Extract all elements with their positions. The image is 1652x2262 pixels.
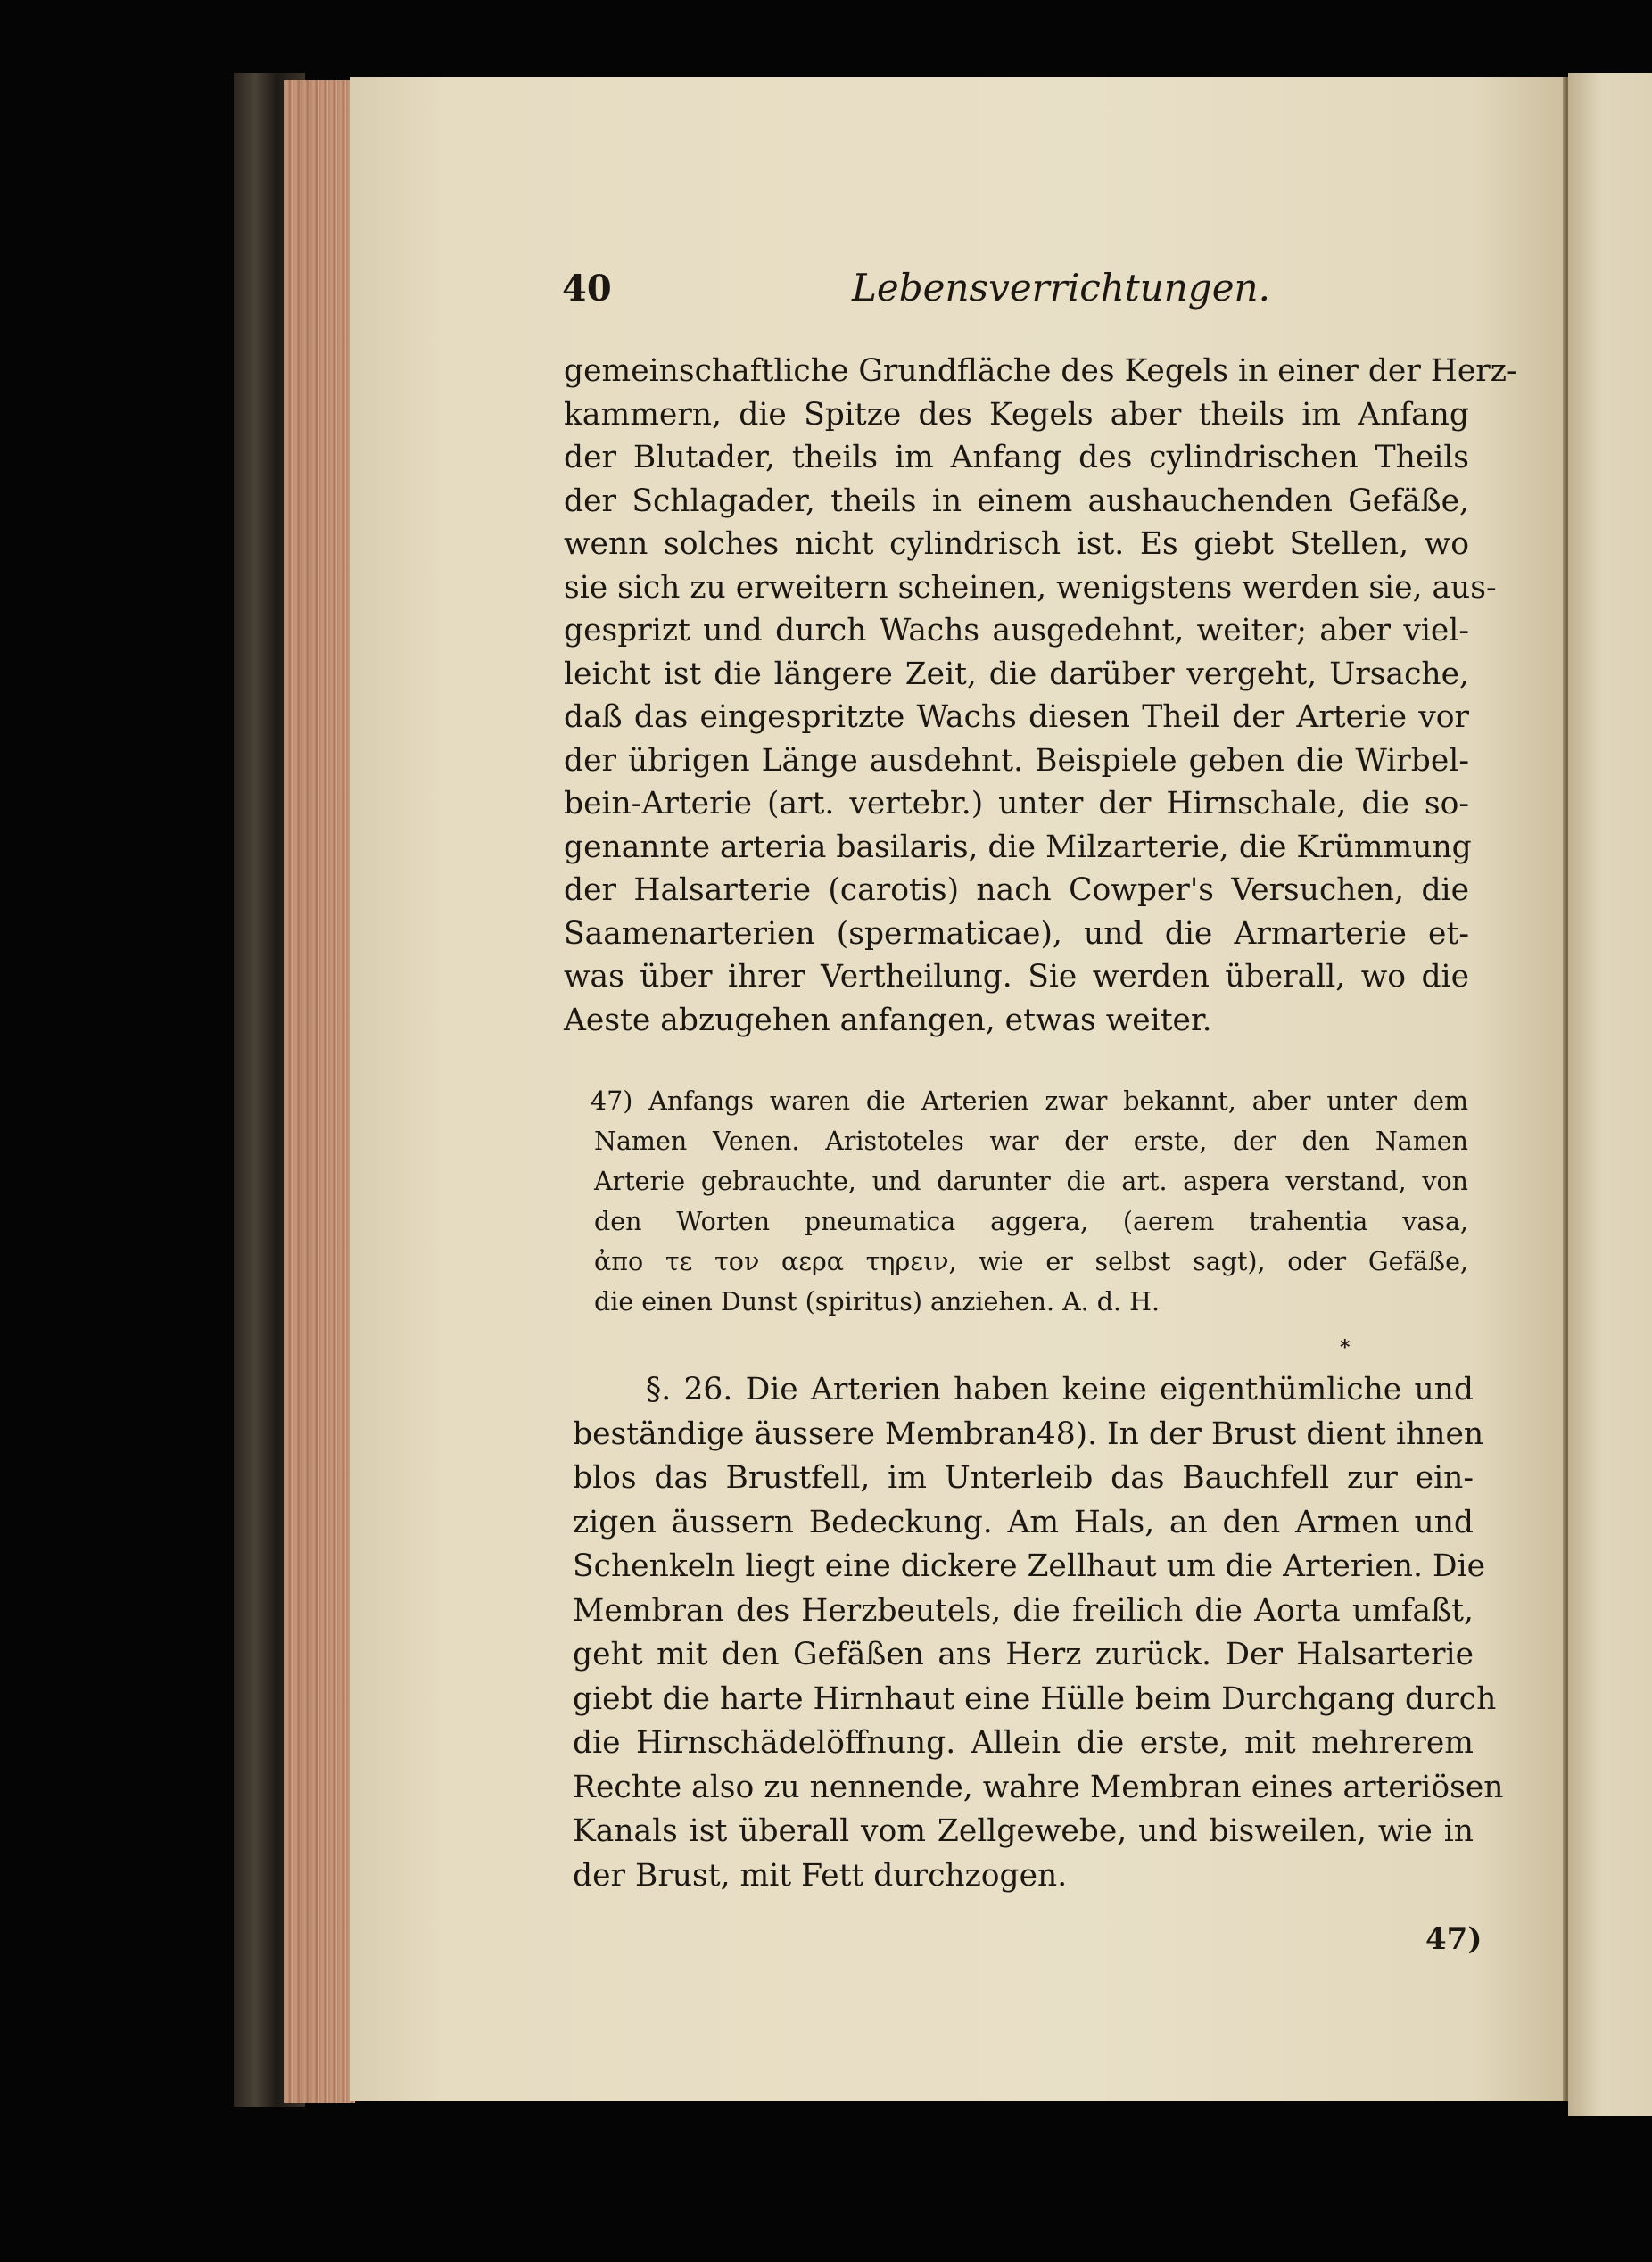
footnote-line: Arterie gebrauchte, und darunter die art. aspera verstand, von: [594, 1167, 1468, 1196]
page-edges: [284, 80, 355, 2103]
text-line: zigen äussern Bedeckung. Am Hals, an den Armen und: [573, 1504, 1474, 1540]
text-line: der Schlagader, theils in einem aushauchenden Gefäße,: [564, 483, 1469, 519]
text-line: kammern, die Spitze des Kegels aber theils im Anfang: [564, 396, 1469, 433]
catchword: 47): [1425, 1921, 1483, 1957]
separator-mark: *: [1340, 1336, 1351, 1359]
text-line: gemeinschaftliche Grundfläche des Kegels in einer der Herz-: [564, 353, 1517, 389]
text-line: sie sich zu erweitern scheinen, wenigstens werden sie, aus-: [564, 569, 1497, 606]
text-line: der Blutader, theils im Anfang des cylindrischen Theils: [564, 440, 1469, 475]
facing-page-edge: [1568, 73, 1652, 2116]
text-line: bein-Arterie (art. vertebr.) unter der Hirnschale, die so-: [564, 786, 1469, 821]
text-line: was über ihrer Vertheilung. Sie werden überall, wo die: [564, 959, 1469, 995]
text-line: der Halsarterie (carotis) nach Cowper's Versuchen, die: [564, 872, 1469, 908]
text-line: Schenkeln liegt eine dickere Zellhaut um die Arterien. Die: [573, 1548, 1486, 1584]
text-line: giebt die harte Hirnhaut eine Hülle beim Durchgang durch: [573, 1680, 1497, 1717]
main-paragraph: [564, 350, 1517, 1042]
text-line: Aeste abzugehen anfangen, etwas weiter.: [564, 1002, 1212, 1038]
text-line: beständige äussere Membran48). In der Brust dient ihnen: [573, 1416, 1484, 1452]
text-line: daß das eingespritzte Wachs diesen Theil der Arterie vor: [564, 699, 1469, 735]
text-line: wenn solches nicht cylindrisch ist. Es giebt Stellen, wo: [564, 526, 1469, 562]
page-number: 40: [562, 268, 612, 310]
footnote-line: Namen Venen. Aristoteles war der erste, der den Namen: [594, 1127, 1468, 1156]
text-line: gesprizt und durch Wachs ausgedehnt, weiter; aber viel-: [564, 613, 1469, 648]
text-line: Kanals ist überall vom Zellgewebe, und bisweilen, wie in: [573, 1813, 1474, 1849]
section-paragraph: [573, 1368, 1504, 1898]
text-line: leicht ist die längere Zeit, die darüber vergeht, Ursache,: [564, 656, 1469, 692]
running-head: Lebensverrichtungen.: [852, 266, 1270, 310]
section-heading-line: §. 26. Die Arterien haben keine eigenthümliche und: [646, 1372, 1474, 1408]
text-line: der Brust, mit Fett durchzogen.: [573, 1857, 1068, 1894]
text-line: Rechte also zu nennende, wahre Membran eines arteriösen: [573, 1769, 1504, 1805]
footnote-line: den Worten pneumatica aggera, (aerem trahentia vasa,: [594, 1207, 1468, 1236]
text-line: Saamenarterien (spermaticae), und die Armarterie et-: [564, 915, 1469, 952]
text-line: der übrigen Länge ausdehnt. Beispiele geben die Wirbel-: [564, 742, 1469, 779]
footnote-line: ἀπο τε τον αερα τηρειν, wie er selbst sagt), oder Gefäße,: [594, 1247, 1468, 1276]
footnote-line: die einen Dunst (spiritus) anziehen. A. d. H.: [594, 1287, 1161, 1317]
text-line: Membran des Herzbeutels, die freilich die Aorta umfaßt,: [573, 1592, 1474, 1629]
text-line: geht mit den Gefäßen ans Herz zurück. Der Halsarterie: [573, 1637, 1474, 1672]
footnote: [591, 1081, 1468, 1322]
text-line: die Hirnschädelöffnung. Allein die erste, mit mehrerem: [573, 1725, 1474, 1761]
text-line: blos das Brustfell, im Unterleib das Bauchfell zur ein-: [573, 1460, 1474, 1496]
footnote-line: 47) Anfangs waren die Arterien zwar bekannt, aber unter dem: [591, 1086, 1468, 1116]
text-line: genannte arteria basilaris, die Milzarterie, die Krümmung: [564, 829, 1472, 865]
